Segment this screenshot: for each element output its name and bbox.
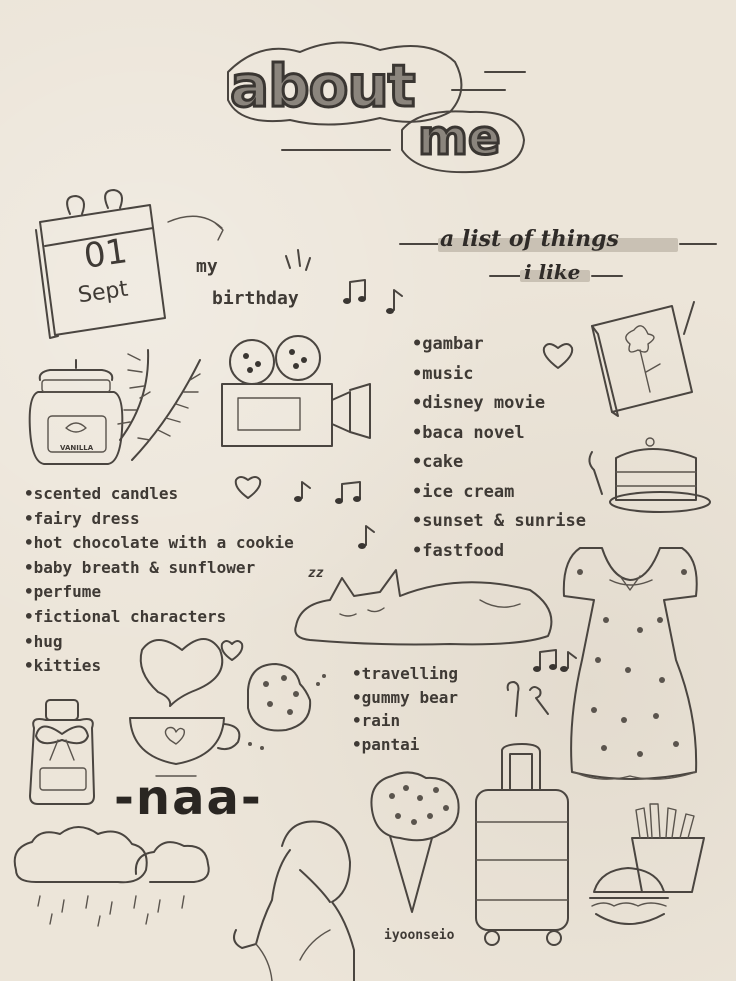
candle-label: VANILLA — [60, 444, 94, 452]
fries-icon — [632, 804, 704, 892]
calendar-day: 01 — [81, 231, 130, 277]
cake-icon — [589, 438, 710, 512]
list-item: • hot chocolate with a cookie — [24, 531, 294, 556]
rosemary-icon — [118, 350, 200, 460]
likes-list-bottom — [352, 662, 458, 756]
list-item: • fictional characters — [24, 605, 294, 630]
zzz-text: zz — [308, 566, 324, 581]
list-item: • baca novel — [412, 419, 586, 449]
likes-list-left — [24, 482, 294, 679]
film-camera-icon — [222, 336, 370, 446]
list-item: • gambar — [412, 330, 586, 360]
list-item: • fairy dress — [24, 507, 294, 532]
rain-cloud-icon — [15, 827, 209, 926]
list-item: • cake — [412, 448, 586, 478]
birthday-note-line2: birthday — [212, 288, 299, 309]
suitcase-icon — [476, 744, 568, 945]
list-item: • travelling — [352, 662, 458, 686]
list-item: • fastfood — [412, 537, 586, 567]
title-me: me — [418, 110, 501, 166]
things-heading: a list of things — [440, 226, 619, 252]
list-item: • ice cream — [412, 478, 586, 508]
sparkle-icon — [286, 250, 310, 270]
girl-hugging-icon — [234, 822, 354, 981]
bouquet-icon — [371, 772, 458, 912]
earphones-icon — [508, 682, 548, 716]
list-item: • disney movie — [412, 389, 586, 419]
credit: iyoonseio — [384, 928, 455, 943]
sleeping-cat-icon — [295, 570, 551, 645]
list-item: • perfume — [24, 580, 294, 605]
title-about: about — [230, 52, 415, 120]
list-item: • kitties — [24, 654, 294, 679]
calendar-month: Sept — [76, 276, 130, 309]
book-icon — [592, 302, 694, 416]
things-heading-sub: i like — [524, 260, 581, 284]
list-item: • baby breath & sunflower — [24, 556, 294, 581]
signature: -naa- — [114, 770, 263, 826]
burger-icon — [590, 868, 668, 924]
list-item: • hug — [24, 630, 294, 655]
list-item: • music — [412, 360, 586, 390]
list-item: • pantai — [352, 733, 458, 757]
list-item: • scented candles — [24, 482, 294, 507]
list-item: • rain — [352, 709, 458, 733]
arrow-icon — [168, 216, 223, 240]
list-item: • sunset & sunrise — [412, 507, 586, 537]
birthday-note-line1: my — [196, 256, 218, 277]
likes-list-right — [412, 330, 586, 566]
perfume-bottle-icon — [30, 700, 94, 804]
list-item: • gummy bear — [352, 686, 458, 710]
dress-icon — [564, 548, 697, 779]
